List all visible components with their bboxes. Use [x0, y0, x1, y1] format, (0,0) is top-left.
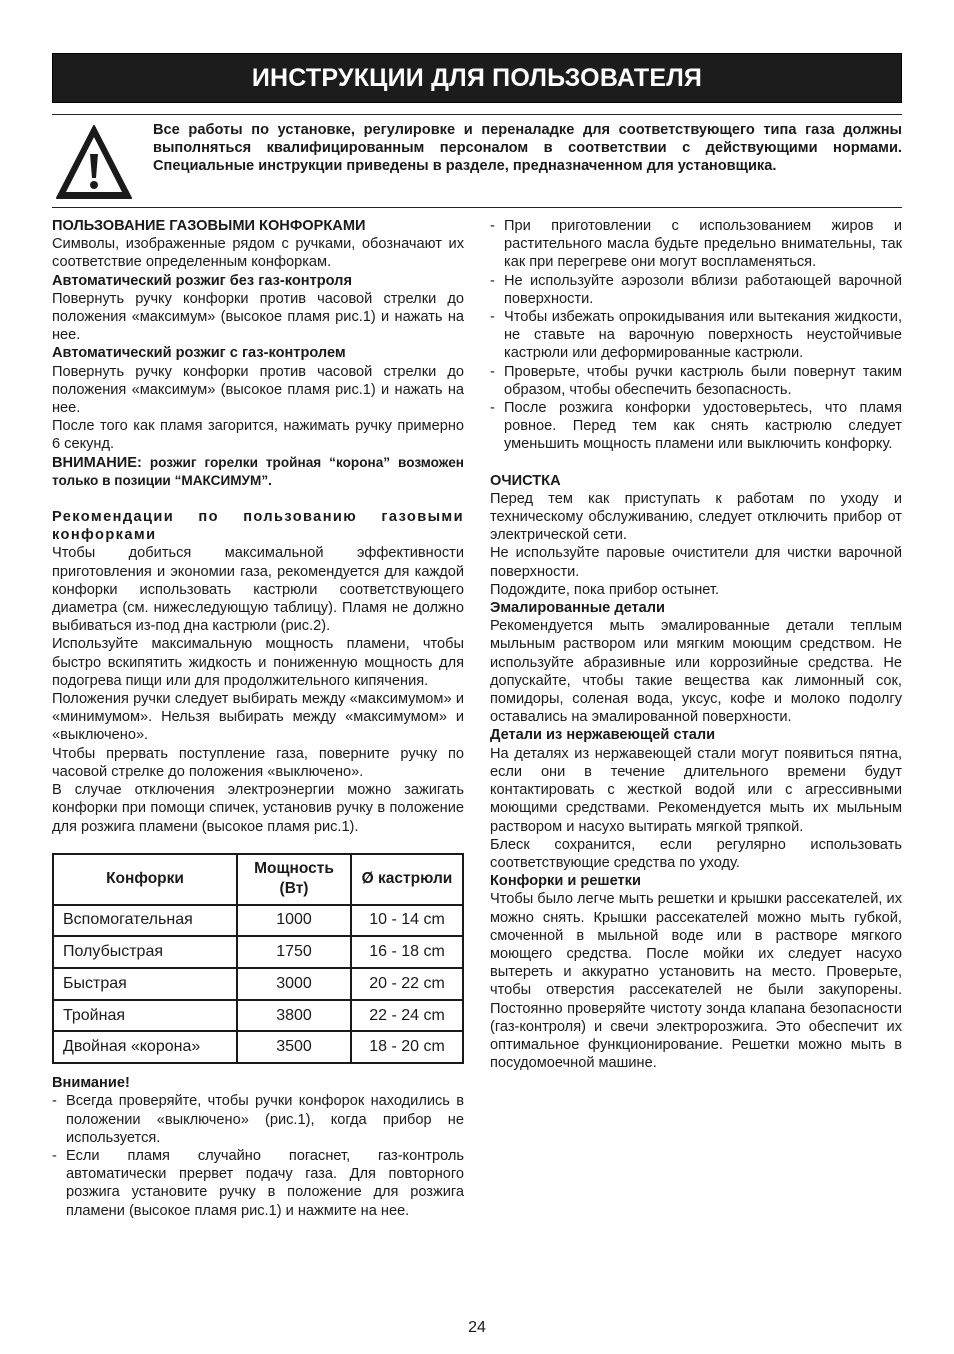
- column-header-burner: Конфорки: [53, 854, 237, 905]
- section-title-cleaning: ОЧИСТКА: [490, 472, 561, 489]
- pot-diameter: 20 - 22 cm: [351, 968, 463, 1000]
- enamel-parts-title: Эмалированные детали: [490, 600, 666, 617]
- header-bar: [52, 53, 902, 103]
- cleaning-paragraph: Перед тем как приступать к работам по уходу и техническому обслуживанию, следует отключить прибор от электрической сети.: [490, 490, 902, 544]
- page-number: 24: [468, 1319, 486, 1336]
- burner-name: Двойная «корона»: [53, 1031, 237, 1063]
- list-item: - Не используйте аэрозоли вблизи работающей варочной поверхности.: [490, 272, 902, 308]
- burner-name: Тройная: [53, 1000, 237, 1032]
- warning-triangle-icon: [55, 124, 133, 202]
- right-column: [490, 217, 902, 1072]
- column-header-pot-diameter: Ø кастрюли: [351, 854, 463, 905]
- list-item: - При приготовлении с использованием жиров и растительного масла будьте предельно внимательны, так как при перегреве они могут воспламеняться.: [490, 217, 902, 272]
- pot-diameter: 10 - 14 cm: [351, 905, 463, 937]
- burner-power: 3000: [237, 968, 351, 1000]
- recommendation-paragraph: Чтобы добиться максимальной эффективности приготовления и экономии газа, рекомендуется для каждой конфорки использовать кастрюли соответствующего диаметра (см. нижеследующую таблицу). Пламя не должно выбиваться из-под дна кастрюли (рис.2).: [52, 545, 464, 635]
- recommendation-paragraph: Используйте максимальную мощность пламени, чтобы быстро вскипятить жидкость и пониженную мощность для подогрева пищи или для продолжительного кипячения.: [52, 636, 464, 689]
- auto-ignition-control-text: Повернуть ручку конфорки против часовой стрелки до положения «максимум» (высокое пламя рис.1) и нажать на нее.: [52, 363, 464, 417]
- recommendation-paragraph: Чтобы прервать поступление газа, поверните ручку по часовой стрелке до положения «выключено».: [52, 745, 464, 780]
- list-item: - Проверьте, чтобы ручки кастрюль были повернут таким образом, чтобы обеспечить безопасность.: [490, 363, 902, 399]
- stainless-parts-title: Детали из нержавеющей стали: [490, 727, 716, 744]
- recommendations-title: Рекомендации по пользованию газовыми конфорками: [52, 509, 464, 544]
- burner-power: 1750: [237, 936, 351, 968]
- burners-grates-title: Конфорки и решетки: [490, 873, 641, 890]
- burners-grates-text: Чтобы было легче мыть решетки и крышки рассекателей, их можно снять. Крышки рассекателей можно мыть губкой, смоченной в мыльной воде или в растворе мягкого моющего средства. После мойки их следует насухо вытереть и аккуратно установить на место. Проверьте, чтобы отверстия рассекателей не были закупорены. Постоянно проверяйте чистоту зонда клапана безопасности (газ-контроля) и свечи электророзжига. Это обеспечит их оптимальное функционирование. Решетки можно мыть в посудомоечной машине.: [490, 891, 902, 1072]
- caution-text: розжиг горелки тройная “корона” возможен только в позиции “МАКСИМУМ”.: [52, 454, 464, 488]
- page-title: ИНСТРУКЦИИ ДЛЯ ПОЛЬЗОВАТЕЛЯ: [251, 63, 703, 92]
- section-title-gas-burners: ПОЛЬЗОВАНИЕ ГАЗОВЫМИ КОНФОРКАМИ: [52, 218, 366, 234]
- installer-warning-text: Все работы по установке, регулировке и переналадке для соответствующего типа газа должны выполняться квалифицированным персоналом в соответствии с действующими нормами. Специальные инструкции приведены в разделе, предназначенном для установщика.: [153, 122, 902, 174]
- cleaning-paragraph: Не используйте паровые очистители для чистки варочной поверхности.: [490, 545, 902, 580]
- safety-list: [490, 217, 902, 454]
- caution-label: ВНИМАНИЕ:: [52, 454, 142, 471]
- burner-power: 1000: [237, 905, 351, 937]
- table-row: [53, 1031, 463, 1063]
- warning-top-rule: [52, 114, 902, 115]
- auto-ignition-no-control-title: Автоматический розжиг без газ-контроля: [52, 272, 352, 289]
- attention-list: [52, 1092, 464, 1219]
- table-row: [53, 936, 463, 968]
- column-header-power: Мощность (Вт): [237, 854, 351, 905]
- burner-power: 3800: [237, 1000, 351, 1032]
- burner-name: Вспомогательная: [53, 905, 237, 937]
- table-header-row: [53, 854, 463, 905]
- list-item: - После розжига конфорки удостоверьтесь, что пламя ровное. Перед тем как снять кастрюлю следует уменьшить мощность пламени или выключить конфорку.: [490, 399, 902, 454]
- stainless-parts-text: На деталях из нержавеющей стали могут появиться пятна, если они в течение длительного времени будут контактировать с жесткой водой или с агрессивными моющими средствами. Рекомендуется мыть их мыльным раствором и насухо вытирать мягкой тряпкой.: [490, 745, 902, 835]
- pot-diameter: 22 - 24 cm: [351, 1000, 463, 1032]
- attention-title: Внимание!: [52, 1075, 130, 1092]
- stainless-parts-text: Блеск сохранится, если регулярно использовать соответствующие средства по уходу.: [490, 836, 902, 871]
- recommendation-paragraph: Положения ручки следует выбирать между «максимумом» и «минимумом». Нельзя выбирать между «максимумом» и «выключено».: [52, 691, 464, 744]
- list-item: - Чтобы избежать опрокидывания или вытекания жидкости, не ставьте на варочную поверхность неустойчивые кастрюли или деформированные кастрюли.: [490, 308, 902, 363]
- enamel-parts-text: Рекомендуется мыть эмалированные детали теплым мыльным раствором или мягким моющим средством. Не используйте абразивные или коррозийные средства. Не допускайте, чтобы такие вещества как лимонный сок, помидоры, соленая вода, уксус, кофе и молоко подолгу оставались на эмалированной поверхности.: [490, 618, 902, 726]
- table-row: [53, 1000, 463, 1032]
- auto-ignition-control-title: Автоматический розжиг с газ-контролем: [52, 345, 346, 362]
- intro-text: Символы, изображенные рядом с ручками, обозначают их соответствие определенным конфоркам.: [52, 236, 464, 271]
- table-row: [53, 905, 463, 937]
- warning-bottom-rule: [52, 207, 902, 208]
- recommendation-paragraph: В случае отключения электроэнергии можно зажигать конфорки при помощи спичек, установив ручку в положение для розжига пламени (высокое пламя рис.1).: [52, 782, 464, 835]
- cleaning-paragraph: Подождите, пока прибор остынет.: [490, 581, 720, 598]
- burner-name: Полубыстрая: [53, 936, 237, 968]
- auto-ignition-hold-text: После того как пламя загорится, нажимать ручку примерно 6 секунд.: [52, 418, 464, 453]
- table-row: [53, 968, 463, 1000]
- pot-diameter: 18 - 20 cm: [351, 1031, 463, 1063]
- caution-note: [52, 454, 464, 490]
- auto-ignition-no-control-text: Повернуть ручку конфорки против часовой стрелки до положения «максимум» (высокое пламя рис.1) и нажать на нее.: [52, 290, 464, 344]
- burner-table: [52, 853, 464, 1064]
- list-item: - Всегда проверяйте, чтобы ручки конфорок находились в положении «выключено» (рис.1), когда прибор не используется.: [52, 1092, 464, 1147]
- left-column: [52, 217, 464, 1220]
- burner-power: 3500: [237, 1031, 351, 1063]
- pot-diameter: 16 - 18 cm: [351, 936, 463, 968]
- burner-name: Быстрая: [53, 968, 237, 1000]
- list-item: - Если пламя случайно погаснет, газ-контроль автоматически прервет подачу газа. Для повторного розжига установите ручку в положение для розжига пламени (высокое пламя рис.1) и нажмите на нее.: [52, 1147, 464, 1220]
